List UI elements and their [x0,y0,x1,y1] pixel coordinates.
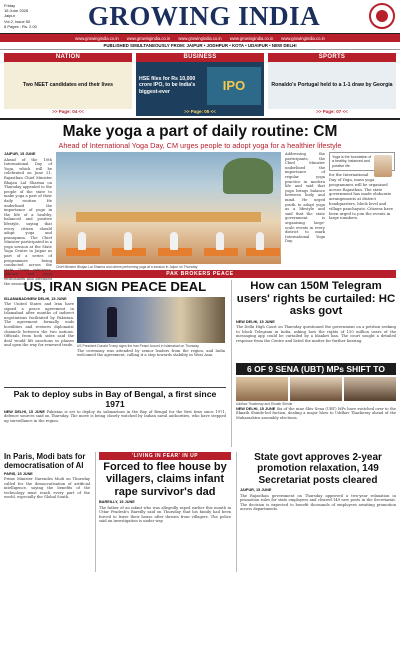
web-link[interactable]: www.growingindia.co.in [229,35,274,41]
telegram-headline[interactable]: How can 150M Telegram users' rights be curtailed: HC asks govt [236,280,396,317]
dateline: ISLAMABAD/NEW DELHI, 15 JUNE [4,296,67,301]
shinde-photos [236,377,396,401]
shinde-banner[interactable]: 6 OF 9 SENA (UBT) MPs SHIFT TO [236,363,396,375]
stage-shape [76,212,261,222]
lead-column-2: Addressing the participants, the Chief Minister underlined the importance of regular yoga practice in modern life and said that yoga brings balance between body and mind. He urged youth to adopt yoga as a lifestyle and said that the state government is organising large-scale events in every district to mark International Yoga Day. [285,152,325,244]
teaser-page-ref: >> Page: 04 << [52,109,84,114]
paris-story [4,452,90,573]
teaser-headline: Ronaldo's Portugal held to a 1-1 draw by Georgia [268,62,396,109]
teaser-sports[interactable] [268,53,396,116]
lead-photo-block [56,152,281,270]
state-story [236,452,396,573]
body-text: Six of the nine Shiv Sena (UBT) MPs have switched over to the Eknath Shinde-led faction, dealing a major blow to Uddhav Thackeray ahead of the Maharashtra assembly elections. [236,406,396,420]
body-text: The Rajasthan government on Thursday approved a two-year relaxation in promotion rules for state employees and cleared 149 new posts in the Secretariat. The decision is expected to benefit thousands of employees awaiting promotion across departments. [240,493,396,512]
pull-quote [329,152,395,171]
body-text: The father of an infant who was allegedly raped earlier this month in Uttar Pradesh's Bareilly said on Thursday that his family had been forced to leave their house after threats from villagers. The police said an investigation is under way. [99,505,231,524]
ipo-image: IPO [207,67,261,105]
dateline: JAIPUR, 15 JUNE [240,488,272,492]
body-text: Ahead of the 10th International Day of Yoga, which will be celebrated on June 21, Rajasthan Chief Minister Bhajan Lal Sharma on Thursday appealed to the people of the state to make yoga a part of their daily routine. He underlined the importance of yoga in the life of a healthy, balanced and positive lifestyle, saying that every citizen should adopt yoga and pranayama. The Chief Minister participated in a yoga session at the State Yoga Centre in Jaipur as part of a series of programmes being conducted across the state. Union ministers, officials and yoga enthusiasts also attended the session. [4,157,52,286]
teaser-headline: HSE files for Rs 10,000 crore IPO, to be India's biggest-ever [139,75,196,95]
lead-column-1 [4,152,52,286]
iran-story [4,280,226,447]
teaser-business[interactable] [136,53,264,116]
portrait-photo [236,377,288,401]
ear-line: 16 June 2026 [4,8,29,14]
living-story [95,452,231,573]
dateline: NEW DELHI, 15 JUNE [236,319,275,324]
iran-photo-block [77,297,225,385]
teaser-section-label: BUSINESS [136,53,264,62]
body-text: The ceremony was attended by senior leaders from the region, and India welcomed the agreement, calling it a step towards stability in West Asia. [77,348,225,358]
iran-column-1 [4,297,74,385]
paris-body [4,472,90,572]
teaser-nation[interactable] [4,53,132,116]
lead-subhead: Ahead of International Yoga Day, CM urges people to adopt yoga for a healthier lifestyle [58,141,342,150]
photo-caption: Chief Minister Bhajan Lal Sharma and others performing yoga at a session in Jaipur on Thursday. [56,265,199,269]
person-figure [78,232,86,250]
ear-line: Friday [4,3,16,8]
section-teasers [0,50,400,120]
seal-icon [369,3,395,29]
ear-line: 8 Pages : Rs. 2.00 [4,23,37,29]
teaser-headline: Two NEET candidates end their lives [4,62,132,109]
person-figure [124,232,132,250]
web-link[interactable]: www.growingindia.co.in [75,35,119,41]
dateline: NEW DELHI, 15 JUNE [236,406,276,411]
web-link[interactable]: www.growingindia.co.in [281,35,325,41]
dateline: PARIS, 15 JUNE [4,471,33,476]
peace-deal-photo [77,297,225,343]
yoga-session-photo [56,152,281,264]
lead-headline[interactable]: Make yoga a part of daily routine: CM [62,123,338,140]
portrait-photo [290,377,342,401]
bottom-section [0,450,400,573]
teaser-section-label: NATION [4,53,132,62]
telegram-body [236,320,396,360]
telegram-story [231,280,396,447]
photo-caption: Uddhav Thackeray and Eknath Shinde [236,401,293,406]
body-text: Prime Minister Narendra Modi on Thursday called for the democratisation of artificial intelligence, saying the benefits of the technology must reach every part of the world, especially the Global South. [4,477,90,500]
living-body [99,500,231,572]
newspaper-logo: GROWING INDIA [87,1,321,31]
tree-shape [223,158,273,194]
photo-caption: US President Donald Trump signs the Iran Peace Accord in Islamabad on Thursday. [77,343,200,348]
shinde-body [236,407,396,447]
state-body [240,488,396,558]
teaser-page-ref: >> Page: 07 << [316,109,348,114]
body-text: The United States and Iran have signed a peace agreement in Islamabad after months of indirect negotiations facilitated by Pakistan. The agreement formally ends hostilities and restores diplomatic channels between the two nations. Officials from both sides said the deal would lift sanctions in phases and open the way for renewed trade. [4,302,74,348]
middle-section [0,278,400,447]
edition-info [4,3,52,29]
kicker-banner: 'LIVING IN FEAR' IN UP [99,452,231,460]
dateline: NEW DELHI, 15 JUNE [4,409,45,414]
living-headline[interactable]: Forced to flee house by villagers, claims infant rape survivor's dad [103,460,227,498]
body-text: Pakistan is set to deploy its submarines in the Bay of Bengal for the first time since 1971, defence sources said on Thursday. The move is being closely watched by Indian naval authorities, who have stepped up surveillance in the region. [4,409,226,423]
quote-text: Yoga is the foundation of a healthy, balanced and positive life. [332,155,372,168]
portrait-photo [344,377,396,401]
iran-columns [4,297,226,385]
editions-line: PUBLISHED SIMULTANEOUSLY FROM: JAIPUR • JODHPUR • KOTA • UDAIPUR • NEW DELHI [0,42,400,50]
person-figure [256,232,264,250]
masthead [0,0,400,34]
state-headline[interactable]: State govt approves 2-year promotion relaxation, 149 Secretariat posts cleared [254,451,382,486]
web-links-bar [0,34,400,42]
body-text: The Delhi High Court on Thursday questioned the government on a petition seeking to block Telegram in India, asking how the rights of 150 million users of the messaging app could be curtailed by a blanket ban. The court sought a detailed response from the Centre and listed the matter for further hearing. [236,325,396,343]
web-link[interactable]: www.growingindia.co.in [126,35,171,41]
kicker-banner: PAK BROKERS PEACE [4,270,396,278]
web-link[interactable]: www.growingindia.co.in [178,35,222,41]
paris-headline[interactable]: In Paris, Modi bats for democratisation of AI [4,451,86,470]
dateline: BAREILLY, 15 JUNE [99,500,135,504]
teaser-page-ref: >> Page: 05 << [184,109,216,114]
ear-line: Jaipur [4,13,15,19]
person-figure [216,232,224,250]
ear-line: Vol 2, Issue 50 [4,18,31,24]
iran-headline[interactable]: US, IRAN SIGN PEACE DEAL [23,279,207,294]
pak-body [4,410,226,436]
body-text: for the International Day of Yoga, mass yoga programmes will be organised across Rajasthan. The state government has made elaborate arrangements at district headquarters, block level and village panchayats. Citizens have been urged to join the events in large numbers. [329,172,394,221]
dateline: JAIPUR, 15 JUNE [4,152,36,156]
divider [4,387,226,388]
person-figure [170,232,178,250]
pak-headline[interactable]: Pak to deploy subs in Bay of Bengal, a first since 1971 [13,388,217,409]
lead-sidebar [329,152,395,270]
portrait-photo [374,155,392,177]
teaser-section-label: SPORTS [268,53,396,62]
